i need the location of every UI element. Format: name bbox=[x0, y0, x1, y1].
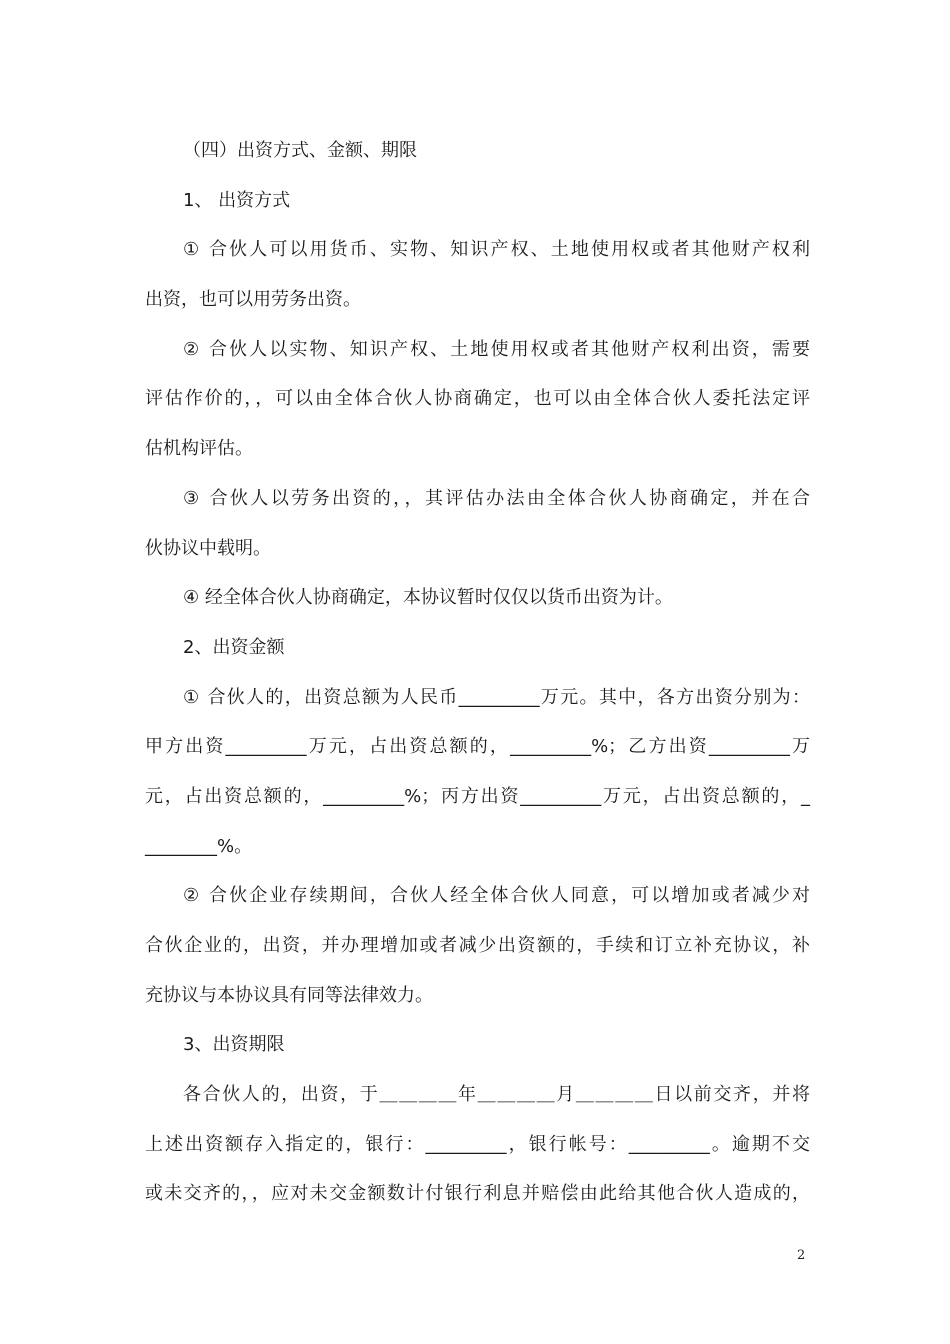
text-line: 评估作价的，，可以由全体合伙人协商确定，也可以由全体合伙人委托法定评 bbox=[145, 388, 810, 410]
text-line: ② 合伙企业存续期间，合伙人经全体合伙人同意，可以增加或者减少对 bbox=[183, 885, 810, 907]
text-line: ① 合伙人可以用货币、实物、知识产权、土地使用权或者其他财产权利 bbox=[183, 239, 810, 261]
page-number: 2 bbox=[797, 1248, 806, 1263]
text-line: 1、 出资方式 bbox=[183, 189, 291, 211]
text-line: 合伙企业的，出资，并办理增加或者减少出资额的，手续和订立补充协议，补 bbox=[145, 935, 810, 956]
text-line: 或未交齐的，，应对未交金额数计付银行利息并赔偿由此给其他合伙人造成的， bbox=[145, 1183, 810, 1205]
text-line: 估机构评估。 bbox=[145, 438, 253, 460]
text-line: 元，占出资总额的，_________%；丙方出资_________万元，占出资总额的，_ bbox=[145, 785, 810, 807]
text-line: 上述出资额存入指定的，银行：_________，银行帐号：_________。逾期不交 bbox=[145, 1133, 810, 1155]
text-line: ① 合伙人的，出资总额为人民币_________万元。其中，各方出资分别为： bbox=[183, 686, 810, 708]
text-line: ③ 合伙人以劳务出资的，，其评估办法由全体合伙人协商确定，并在合 bbox=[183, 487, 810, 509]
text-line: （四）出资方式、金额、期限 bbox=[183, 140, 417, 161]
text-line: 出资，也可以用劳务出资。 bbox=[145, 289, 361, 311]
text-line: 各合伙人的，出资，于＿＿＿＿年＿＿＿＿月＿＿＿＿日以前交齐，并将 bbox=[183, 1084, 810, 1106]
text-line: ④ 经全体合伙人协商确定，本协议暂时仅仅以货币出资为计。 bbox=[183, 587, 673, 609]
text-line: 3、出资期限 bbox=[183, 1034, 285, 1056]
text-line: 2、出资金额 bbox=[183, 636, 285, 658]
document-body bbox=[145, 133, 810, 1226]
text-line: 伙协议中载明。 bbox=[145, 537, 271, 559]
text-line: 充协议与本协议具有同等法律效力。 bbox=[145, 984, 433, 1006]
text-line: 甲方出资_________万元，占出资总额的，_________%；乙方出资_________万 bbox=[145, 736, 810, 758]
text-line: ________%。 bbox=[145, 835, 253, 857]
text-line: ② 合伙人以实物、知识产权、土地使用权或者其他财产权利出资，需要 bbox=[183, 338, 810, 360]
